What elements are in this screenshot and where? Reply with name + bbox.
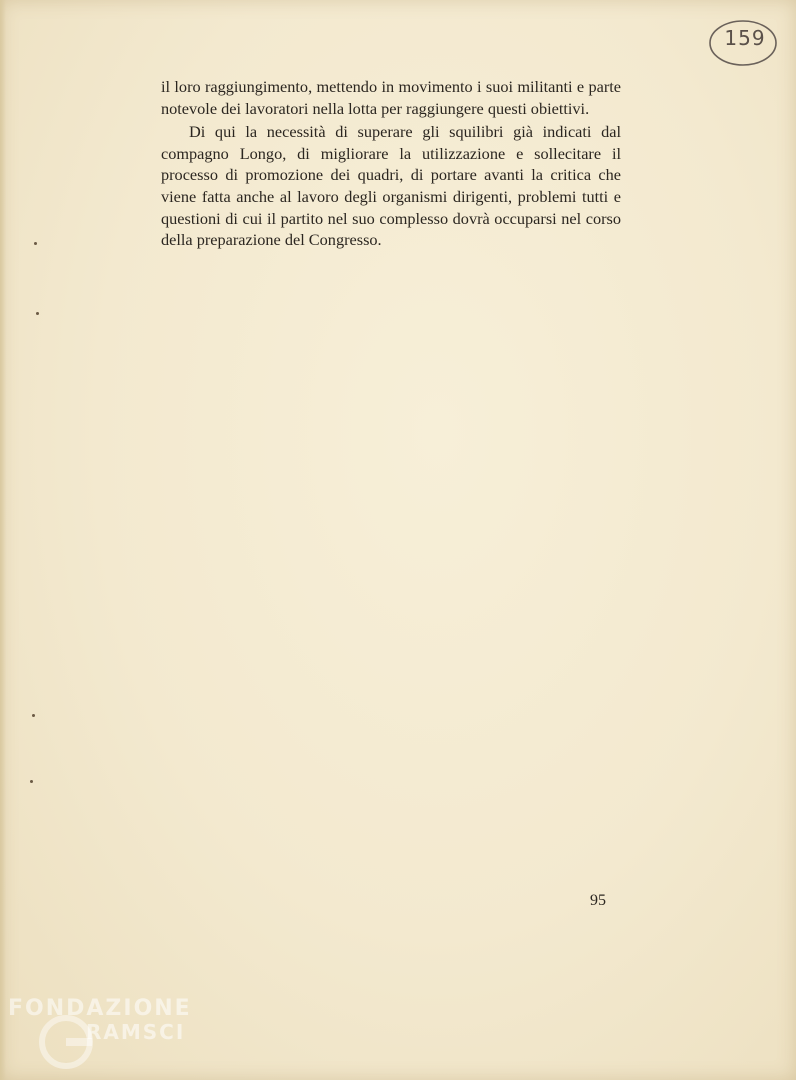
paragraph-2: Di qui la necessità di superare gli squilibri già indicati dal compagno Longo, di migliorare la utilizzazione e sollecitare il processo di promozione dei quadri, di portare avanti la critica che viene fatta anche al lavoro degli organismi dirigenti, problemi tutti e questioni di cui il partito nel suo complesso dovrà occuparsi nel corso della preparazione del Congresso.	[161, 122, 621, 250]
page-number: 95	[590, 892, 606, 909]
folio-number: 159	[724, 26, 766, 50]
watermark-line-1: FONDAZIONE	[8, 996, 192, 1021]
paper-speck	[32, 714, 35, 717]
body-text	[161, 76, 621, 251]
paper-speck	[34, 242, 37, 245]
paper-speck	[36, 312, 39, 315]
paper-speck	[30, 780, 33, 783]
paragraph-1: il loro raggiungimento, mettendo in movimento i suoi militanti e parte notevole dei lavoratori nella lotta per raggiungere questi obiettivi.	[161, 77, 621, 118]
watermark-line-2: RAMSCI	[86, 1020, 186, 1044]
paper-edge	[0, 0, 6, 1080]
